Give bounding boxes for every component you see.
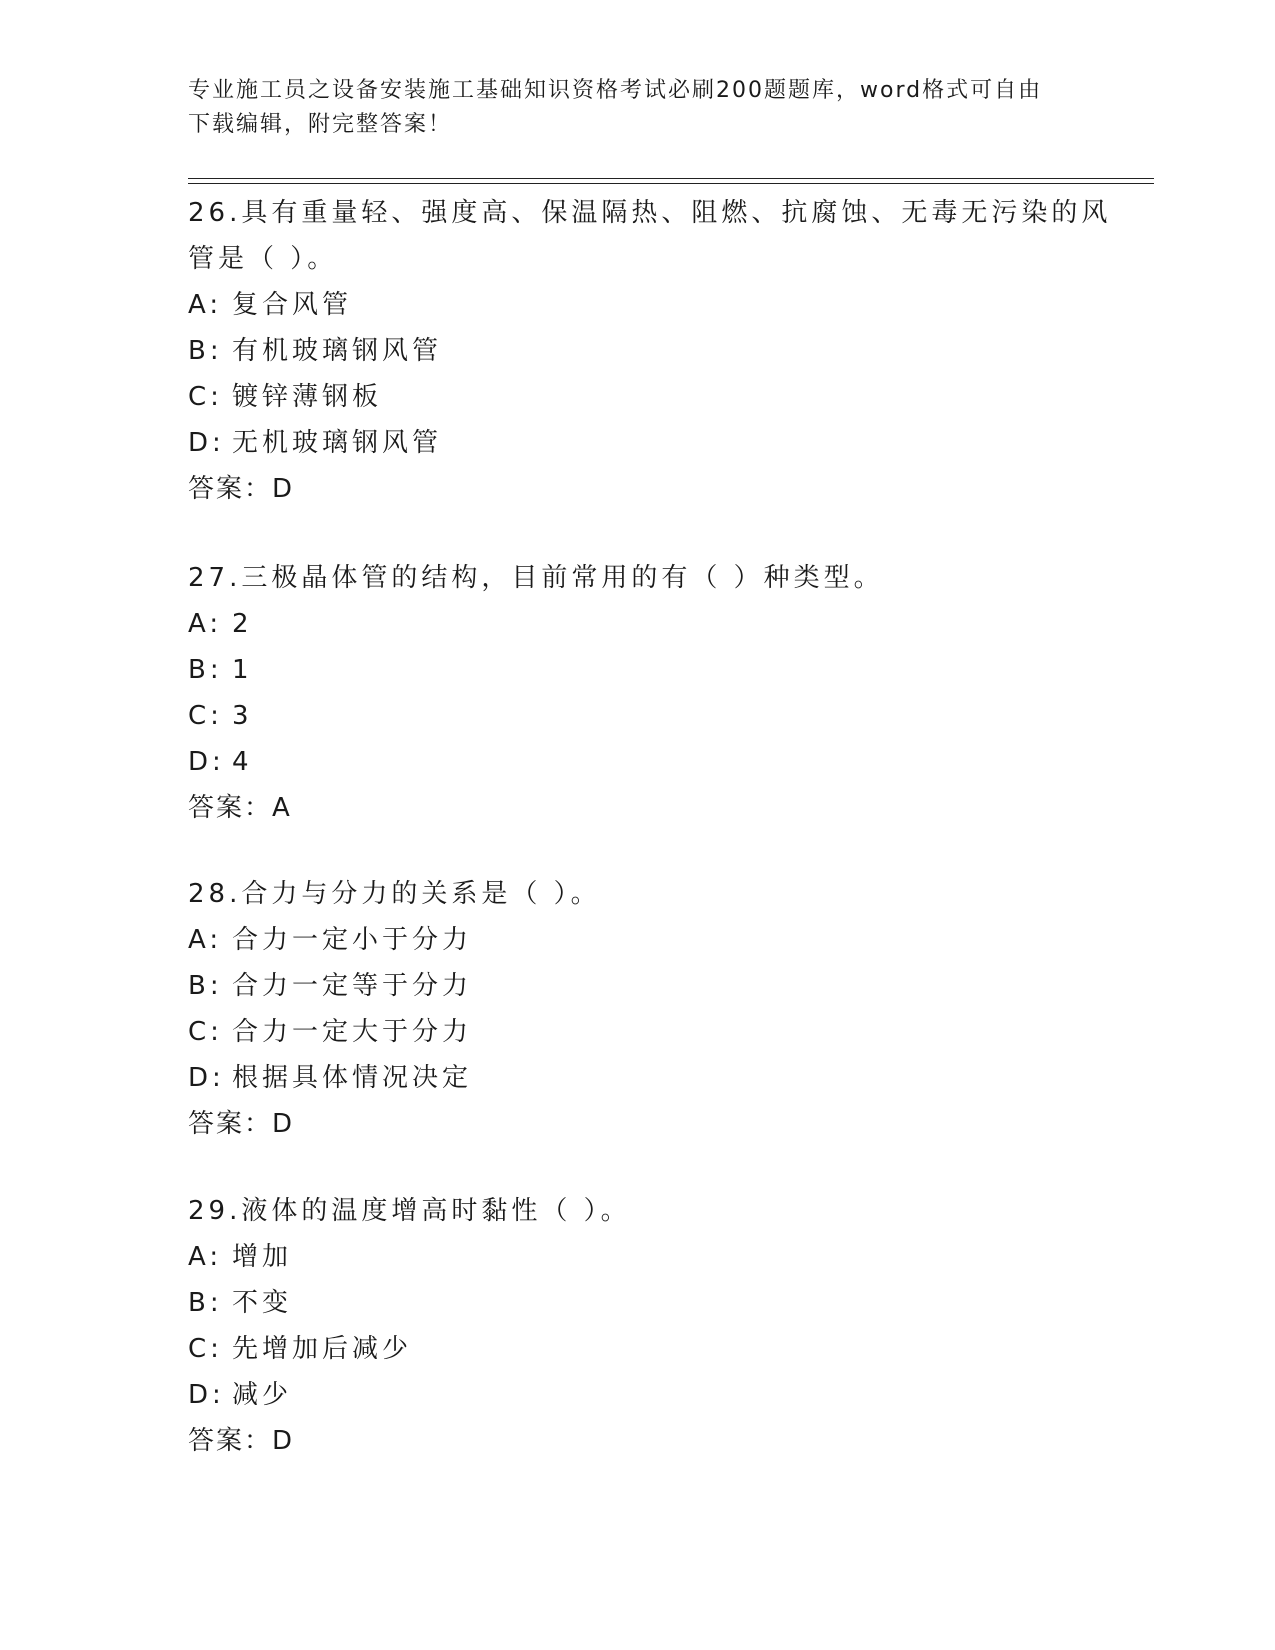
option-text: 合力一定大于分力 bbox=[232, 1017, 473, 1047]
option-key: D: bbox=[188, 1063, 225, 1093]
option-key: C: bbox=[188, 382, 223, 412]
option-text: 无机玻璃钢风管 bbox=[232, 428, 443, 458]
option-text: 4 bbox=[232, 747, 253, 777]
answer: 答案：D bbox=[188, 1426, 295, 1456]
option-key: A: bbox=[188, 1242, 223, 1272]
option-b bbox=[188, 328, 1088, 374]
header-divider-top bbox=[188, 178, 1154, 179]
option-text: 合力一定小于分力 bbox=[232, 925, 473, 955]
option-key: D: bbox=[188, 1380, 225, 1410]
option-text: 有机玻璃钢风管 bbox=[232, 336, 443, 366]
option-text: 2 bbox=[232, 609, 253, 639]
option-text: 1 bbox=[232, 655, 253, 685]
option-b bbox=[188, 647, 1088, 693]
answer: 答案：D bbox=[188, 1109, 295, 1139]
option-key: B: bbox=[188, 971, 223, 1001]
option-key: B: bbox=[188, 336, 223, 366]
option-b bbox=[188, 1280, 1088, 1326]
option-text: 不变 bbox=[232, 1288, 293, 1318]
option-text: 先增加后减少 bbox=[232, 1334, 413, 1364]
option-d bbox=[188, 739, 1088, 785]
question-28 bbox=[188, 871, 1088, 1147]
question-29 bbox=[188, 1188, 1088, 1464]
option-key: B: bbox=[188, 655, 223, 685]
option-a bbox=[188, 601, 1088, 647]
option-d bbox=[188, 1055, 1088, 1101]
answer: 答案：D bbox=[188, 474, 295, 504]
option-key: D: bbox=[188, 747, 225, 777]
option-text: 根据具体情况决定 bbox=[232, 1063, 473, 1093]
question-stem: 27.三极晶体管的结构，目前常用的有（ ）种类型。 bbox=[188, 563, 884, 593]
option-a bbox=[188, 917, 1088, 963]
option-b bbox=[188, 963, 1088, 1009]
option-d bbox=[188, 1372, 1088, 1418]
option-c bbox=[188, 1326, 1088, 1372]
option-c bbox=[188, 374, 1088, 420]
header-divider-bottom bbox=[188, 183, 1154, 184]
question-26 bbox=[188, 190, 1112, 512]
option-key: A: bbox=[188, 925, 223, 955]
header-line-2: 下载编辑，附完整答案！ bbox=[188, 112, 453, 137]
option-c bbox=[188, 693, 1088, 739]
header-line-1: 专业施工员之设备安装施工基础知识资格考试必刷200题题库，word格式可自由 bbox=[188, 78, 1043, 103]
option-text: 镀锌薄钢板 bbox=[232, 382, 383, 412]
option-key: C: bbox=[188, 1334, 223, 1364]
option-key: D: bbox=[188, 428, 225, 458]
option-text: 减少 bbox=[232, 1380, 293, 1410]
question-stem: 26.具有重量轻、强度高、保温隔热、阻燃、抗腐蚀、无毒无污染的风 bbox=[188, 198, 1112, 228]
answer: 答案：A bbox=[188, 793, 292, 823]
question-stem-continued: 管是（ ）。 bbox=[188, 244, 338, 274]
option-key: C: bbox=[188, 1017, 223, 1047]
option-key: A: bbox=[188, 290, 223, 320]
option-text: 合力一定等于分力 bbox=[232, 971, 473, 1001]
option-text: 3 bbox=[232, 701, 253, 731]
option-d bbox=[188, 420, 1088, 466]
option-key: C: bbox=[188, 701, 223, 731]
option-a bbox=[188, 1234, 1088, 1280]
option-key: B: bbox=[188, 1288, 223, 1318]
option-text: 增加 bbox=[232, 1242, 293, 1272]
option-key: A: bbox=[188, 609, 223, 639]
question-stem: 28.合力与分力的关系是（ ）。 bbox=[188, 879, 601, 909]
question-27 bbox=[188, 555, 1088, 831]
question-stem: 29.液体的温度增高时黏性（ ）。 bbox=[188, 1196, 631, 1226]
option-text: 复合风管 bbox=[232, 290, 353, 320]
option-c bbox=[188, 1009, 1088, 1055]
document-header bbox=[188, 74, 1068, 142]
option-a bbox=[188, 282, 1088, 328]
